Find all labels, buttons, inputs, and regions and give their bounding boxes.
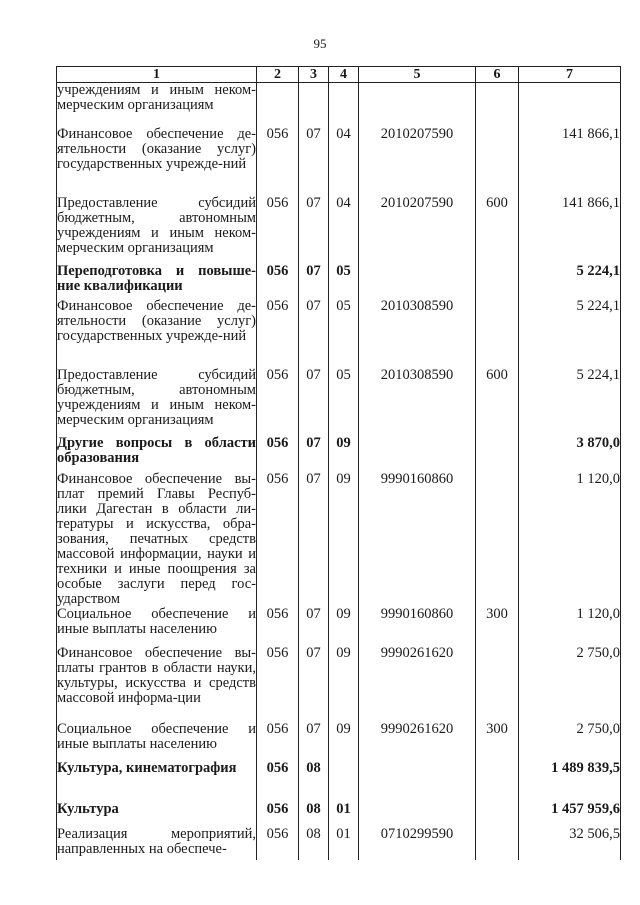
row-name: Культура [57, 802, 257, 827]
row-csr-code: 9990261620 [359, 722, 476, 761]
row-vr-code [476, 472, 519, 607]
row-amount: 141 866,1 [519, 127, 621, 196]
row-pr-code: 05 [329, 368, 359, 436]
row-pr-code: 09 [329, 436, 359, 472]
row-amount: 1 457 959,6 [519, 802, 621, 827]
row-name: Финансовое обеспечение де-ятельности (оказание услуг) государственных учрежде-ний [57, 299, 257, 368]
table-row [57, 722, 621, 761]
table-row [57, 827, 621, 860]
row-csr-code: 0710299590 [359, 827, 476, 860]
row-name: учреждениям и иным неком-мерческим организациям [57, 83, 257, 127]
row-csr-code: 9990261620 [359, 646, 476, 722]
row-name: Переподготовка и повыше-ние квалификации [57, 264, 257, 299]
row-pr-code: 09 [329, 722, 359, 761]
header-col-2: 2 [257, 67, 299, 83]
row-rz-code: 07 [299, 472, 329, 607]
row-amount: 3 870,0 [519, 436, 621, 472]
page-number: 95 [313, 36, 327, 51]
row-gr-code: 056 [257, 722, 299, 761]
row-name: Реализация мероприятий, направленных на обеспече- [57, 827, 257, 860]
row-csr-code [359, 802, 476, 827]
row-pr-code [329, 83, 359, 127]
row-pr-code: 09 [329, 607, 359, 646]
row-gr-code: 056 [257, 264, 299, 299]
row-amount: 2 750,0 [519, 646, 621, 722]
row-amount: 1 120,0 [519, 607, 621, 646]
row-name: Финансовое обеспечение вы-платы грантов в области науки, культуры, искусства и средств массовой информа-ции [57, 646, 257, 722]
row-gr-code: 056 [257, 827, 299, 860]
row-rz-code: 07 [299, 436, 329, 472]
row-rz-code: 07 [299, 646, 329, 722]
row-pr-code: 04 [329, 127, 359, 196]
row-rz-code: 07 [299, 127, 329, 196]
header-col-4: 4 [329, 67, 359, 83]
row-rz-code: 07 [299, 264, 329, 299]
row-rz-code: 08 [299, 827, 329, 860]
header-col-1: 1 [57, 67, 257, 83]
row-name: Финансовое обеспечение де-ятельности (оказание услуг) государственных учрежде-ний [57, 127, 257, 196]
table-row [57, 299, 621, 368]
header-col-6: 6 [476, 67, 519, 83]
row-name: Социальное обеспечение и иные выплаты населению [57, 722, 257, 761]
row-vr-code [476, 646, 519, 722]
row-gr-code: 056 [257, 646, 299, 722]
row-gr-code: 056 [257, 299, 299, 368]
row-csr-code: 2010308590 [359, 299, 476, 368]
header-col-7: 7 [519, 67, 621, 83]
row-amount [519, 83, 621, 127]
table-row [57, 802, 621, 827]
row-vr-code [476, 127, 519, 196]
row-name: Предоставление субсидий бюджетным, автономным учреждениям и иным неком-мерческим организациям [57, 368, 257, 436]
table-row [57, 607, 621, 646]
table-row [57, 761, 621, 802]
row-amount: 141 866,1 [519, 196, 621, 264]
row-rz-code: 07 [299, 607, 329, 646]
row-amount: 32 506,5 [519, 827, 621, 860]
row-pr-code: 01 [329, 802, 359, 827]
table-row [57, 368, 621, 436]
budget-table [56, 66, 621, 860]
row-vr-code [476, 83, 519, 127]
table-row [57, 196, 621, 264]
row-pr-code: 05 [329, 299, 359, 368]
row-rz-code [299, 83, 329, 127]
row-csr-code [359, 761, 476, 802]
row-csr-code: 2010207590 [359, 196, 476, 264]
row-vr-code [476, 436, 519, 472]
row-gr-code: 056 [257, 196, 299, 264]
row-vr-code [476, 827, 519, 860]
row-csr-code [359, 436, 476, 472]
table-body [57, 83, 621, 860]
row-rz-code: 07 [299, 196, 329, 264]
row-csr-code [359, 264, 476, 299]
row-name: Культура, кинематография [57, 761, 257, 802]
table-row [57, 127, 621, 196]
row-rz-code: 08 [299, 761, 329, 802]
row-amount: 5 224,1 [519, 264, 621, 299]
table-row [57, 83, 621, 127]
row-amount: 1 489 839,5 [519, 761, 621, 802]
row-rz-code: 07 [299, 368, 329, 436]
table-row [57, 436, 621, 472]
row-amount: 2 750,0 [519, 722, 621, 761]
row-csr-code: 2010207590 [359, 127, 476, 196]
row-gr-code: 056 [257, 802, 299, 827]
row-rz-code: 07 [299, 722, 329, 761]
row-amount: 5 224,1 [519, 368, 621, 436]
row-rz-code: 07 [299, 299, 329, 368]
row-amount: 1 120,0 [519, 472, 621, 607]
row-pr-code: 04 [329, 196, 359, 264]
row-vr-code [476, 264, 519, 299]
row-gr-code: 056 [257, 607, 299, 646]
header-col-5: 5 [359, 67, 476, 83]
row-csr-code: 2010308590 [359, 368, 476, 436]
row-vr-code: 600 [476, 196, 519, 264]
row-vr-code [476, 802, 519, 827]
row-name: Социальное обеспечение и иные выплаты населению [57, 607, 257, 646]
row-pr-code: 09 [329, 646, 359, 722]
row-csr-code [359, 83, 476, 127]
row-csr-code: 9990160860 [359, 472, 476, 607]
row-vr-code [476, 299, 519, 368]
row-pr-code: 05 [329, 264, 359, 299]
table-header-row [57, 67, 621, 83]
row-vr-code: 300 [476, 722, 519, 761]
row-pr-code: 09 [329, 472, 359, 607]
row-gr-code: 056 [257, 127, 299, 196]
table-row [57, 264, 621, 299]
row-gr-code: 056 [257, 472, 299, 607]
table-row [57, 472, 621, 607]
row-gr-code [257, 83, 299, 127]
row-pr-code: 01 [329, 827, 359, 860]
row-name: Финансовое обеспечение вы-плат премий Главы Респуб-лики Дагестан в области ли-тературы и искусства, обра-зования, печатных средств массовой информации, науки и техники и иные поощрения за особые заслуги перед гос-ударством [57, 470, 256, 607]
row-pr-code [329, 761, 359, 802]
row-gr-code: 056 [257, 436, 299, 472]
row-gr-code: 056 [257, 368, 299, 436]
row-vr-code [476, 761, 519, 802]
row-gr-code: 056 [257, 761, 299, 802]
row-csr-code: 9990160860 [359, 607, 476, 646]
row-vr-code: 300 [476, 607, 519, 646]
row-rz-code: 08 [299, 802, 329, 827]
row-name: Предоставление субсидий бюджетным, автономным учреждениям и иным неком-мерческим организациям [57, 196, 257, 264]
header-col-3: 3 [299, 67, 329, 83]
row-amount: 5 224,1 [519, 299, 621, 368]
row-vr-code: 600 [476, 368, 519, 436]
table-row [57, 646, 621, 722]
row-name: Другие вопросы в области образования [57, 436, 257, 472]
